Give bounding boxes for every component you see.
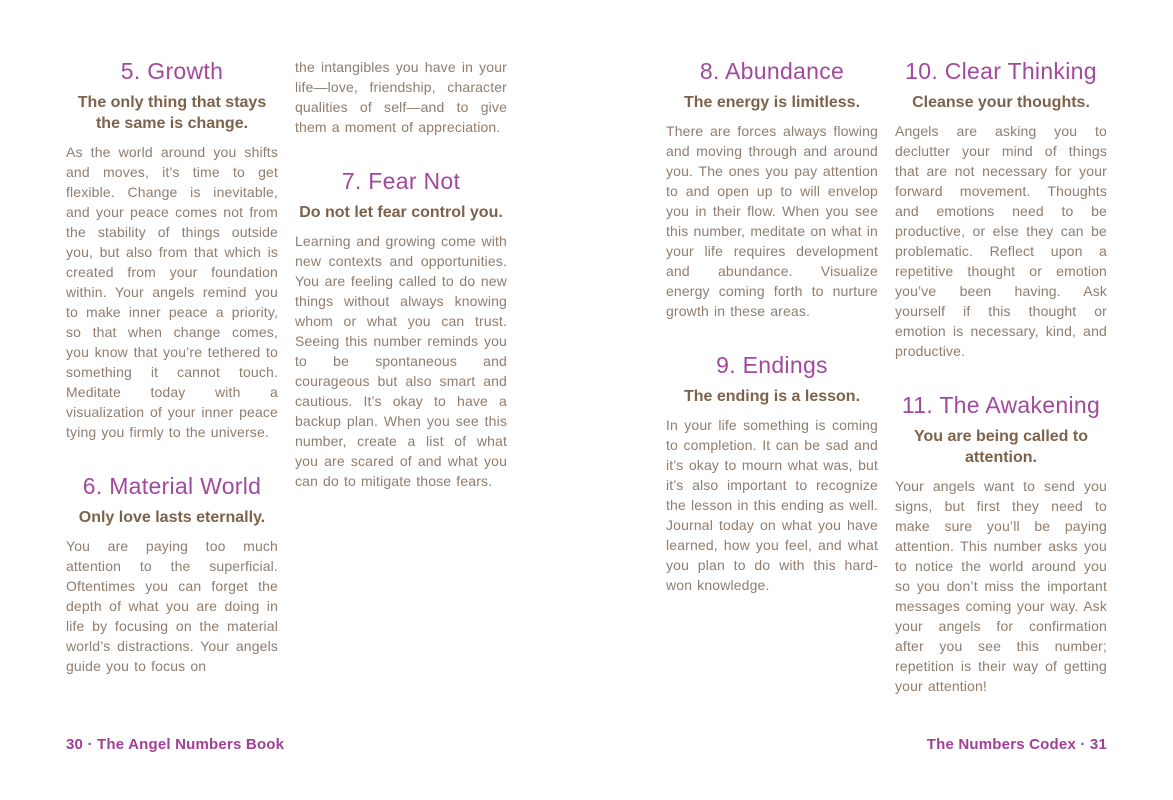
section-clear-thinking-body: Angels are asking you to declutter your mind of things that are not necessary for your forward movement. Thoughts and emotions need to be productive, or else they can be problematic. Reflect upon a repetitive thought or emotion you’ve been having. Ask yourself if this thought or emotion is necessary, kind, and productive. (895, 123, 1107, 359)
section-abundance-body: There are forces always flowing and moving through and around you. The ones you pay attention to and open up to will envelop you in their flow. When you see this number, meditate on what in your life requires development and abundance. Visualize energy coming forth to nurture growth in these areas. (666, 123, 878, 319)
section-growth-body: As the world around you shifts and moves, it’s time to get flexible. Change is inevitable, and your peace comes not from the stability of things outside you, but also from that which is created from your foundation within. Your angels remind you to make inner peace a priority, so that when change comes, you know that you’re tethered to something it cannot touch. Meditate today with a visualization of your inner peace tying you firmly to the universe. (66, 144, 278, 440)
section-fear-not (295, 167, 507, 491)
section-abundance-subtitle: The energy is limitless. (683, 94, 861, 111)
section-clear-thinking-heading: 10. Clear Thinking (905, 58, 1097, 84)
section-fear-not-subtitle: Do not let fear control you. (299, 204, 503, 221)
section-the-awakening (895, 391, 1107, 696)
section-material-world-body-part2: the intangibles you have in your life—love, friendship, character qualities of self—and to give them a moment of appreciation. (295, 59, 507, 135)
section-growth-subtitle: The only thing that stays the same is change. (77, 94, 267, 132)
section-material-world-heading: 6. Material World (82, 473, 262, 499)
section-abundance-heading: 8. Abundance (699, 58, 845, 84)
section-the-awakening-heading: 11. The Awakening (901, 392, 1101, 418)
section-the-awakening-subtitle: You are being called to attention. (914, 428, 1088, 466)
page-left (66, 0, 508, 800)
section-material-world (66, 472, 278, 676)
section-fear-not-heading: 7. Fear Not (341, 168, 461, 194)
section-clear-thinking-subtitle: Cleanse your thoughts. (912, 94, 1090, 111)
section-the-awakening-body: Your angels want to send you signs, but first they need to make sure you’ll be paying attention. This number asks you to notice the world around you so you don’t miss the important messages coming your way. Ask your angels for confirmation after you see this number; repetition is their way of getting your attention! (895, 478, 1107, 694)
right-page-columns (666, 0, 1107, 696)
section-endings-body: In your life something is coming to completion. It can be sad and it’s okay to mourn what was, but it’s also important to recognize the lesson in this ending as well. Journal today on what you have learned, how you feel, and what you plan to do with this hard-won knowledge. (666, 417, 878, 593)
section-abundance (666, 57, 878, 321)
right-column-1 (666, 57, 878, 696)
section-material-world-subtitle: Only love lasts eternally. (78, 509, 266, 526)
left-column-1 (66, 57, 278, 676)
section-fear-not-body: Learning and growing come with new contexts and opportunities. You are feeling called to do new things without always knowing whom or what you can trust. Seeing this number reminds you to be spontaneous and courageous but also smart and cautious. It’s okay to have a backup plan. When you see this number, create a list of what you are scared of and what you can do to mitigate those fears. (295, 233, 507, 489)
section-endings-subtitle: The ending is a lesson. (683, 388, 861, 405)
left-page-footer: 30 · The Angel Numbers Book (66, 736, 285, 753)
right-column-2 (895, 57, 1107, 696)
section-material-world-body-part1: You are paying too much attention to the superficial. Oftentimes you can forget the depth of what you are doing in life by focusing on the material world’s distractions. Your angels guide you to focus on (66, 538, 278, 674)
section-endings (666, 351, 878, 595)
left-column-2 (295, 57, 507, 676)
left-page-columns (66, 0, 508, 676)
section-growth (66, 57, 278, 442)
section-clear-thinking (895, 57, 1107, 361)
right-page-footer: The Numbers Codex · 31 (926, 736, 1107, 753)
section-endings-heading: 9. Endings (716, 352, 828, 378)
page-right (666, 0, 1107, 800)
section-growth-heading: 5. Growth (120, 58, 224, 84)
